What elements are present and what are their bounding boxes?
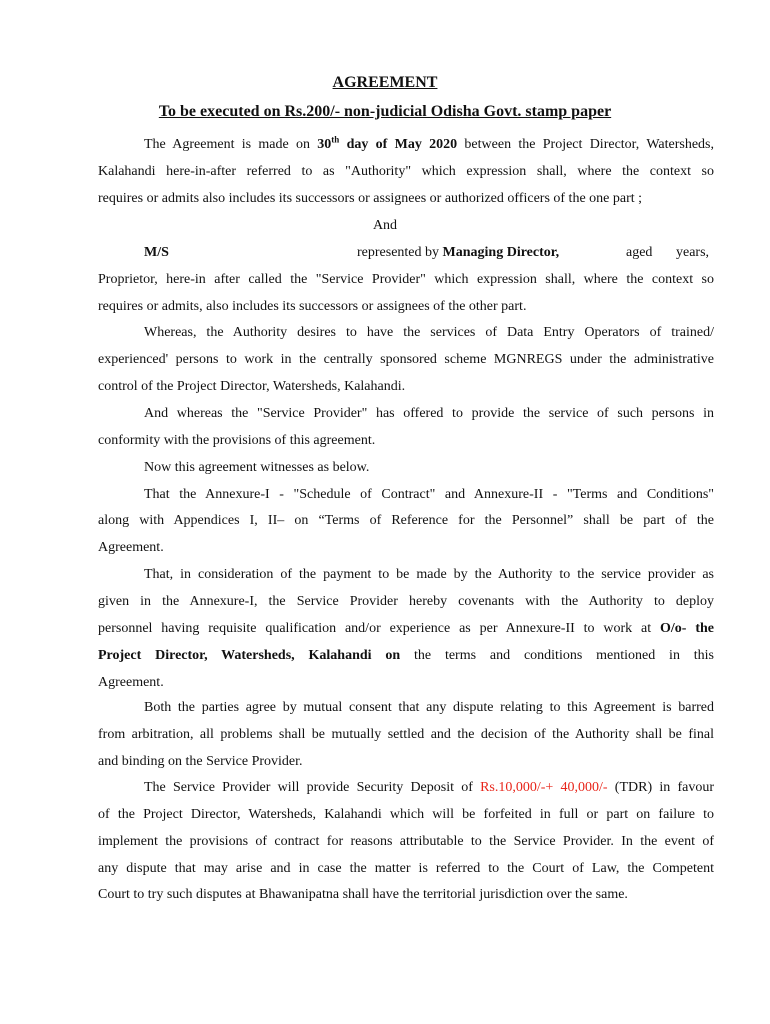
and-separator: And [372,218,398,233]
agreement-title: AGREEMENT [332,74,438,91]
p5-line-1: Now this agreement witnesses as below. [144,460,370,475]
p7-line-2: given in the Annexure-I, the Service Provider hereby covenants with the Authority to deploy [98,594,714,609]
p4-line-1: And whereas the "Service Provider" has offered to provide the service of such persons in [144,406,714,421]
years-label: years, [676,245,710,260]
p2-line-1: Proprietor, here-in after called the "Service Provider" which expression shall, where the context so [98,272,714,287]
p8-line-1: Both the parties agree by mutual consent that any dispute relating to this Agreement is barred [144,700,714,715]
p3-line-2: experienced' persons to work in the centrally sponsored scheme MGNREGS under the administrative [98,352,714,367]
security-deposit-amount: Rs.10,000/-+ 40,000/- [480,780,608,795]
p9-line-4: any dispute that may arise and in case the matter is referred to the Court of Law, the Competent [98,861,714,876]
p2-line-2: requires or admits, also includes its successors or assignees of the other part. [98,299,527,314]
p4-line-2: conformity with the provisions of this agreement. [98,433,376,448]
p7-line-5: Agreement. [98,675,164,690]
p9-line-2: of the Project Director, Watersheds, Kalahandi which will be forfeited in full or part on failure to [98,807,714,822]
p9-line-3: implement the provisions of contract for reasons attributable to the Service Provider. In the event of [98,834,714,849]
p9-line-5: Court to try such disputes at Bhawanipatna shall have the territorial jurisdiction over the same. [98,887,628,902]
p7-line-3: personnel having requisite qualification and/or experience as per Annexure-II to work at O/o- the [98,621,714,636]
p6-line-2: along with Appendices I, II– on “Terms of Reference for the Personnel” shall be part of the [98,513,714,528]
aged-label: aged [626,245,653,260]
p7-line-4: Project Director, Watersheds, Kalahandi on the terms and conditions mentioned in this [98,648,715,663]
p1-line-1: The Agreement is made on 30th day of May 2020 between the Project Director, Watersheds, [144,134,714,152]
p1-line-2: Kalahandi here-in-after referred to as "Authority" which expression shall, where the context so [98,164,714,179]
p1-line-3: requires or admits also includes its successors or assignees or authorized officers of the one part ; [98,191,643,206]
p3-line-3: control of the Project Director, Watersheds, Kalahandi. [98,379,406,394]
p6-line-1: That the Annexure-I - "Schedule of Contract" and Annexure-II - "Terms and Conditions" [144,487,714,502]
p6-line-3: Agreement. [98,540,164,555]
p7-line-1: That, in consideration of the payment to be made by the Authority to the service provider as [144,567,714,582]
p8-line-2: from arbitration, all problems shall be mutually settled and the decision of the Authority shall be final [98,727,714,742]
represented-by: represented by Managing Director, [357,245,560,260]
p3-line-1: Whereas, the Authority desires to have the services of Data Entry Operators of trained/ [144,325,714,340]
p9-line-1: The Service Provider will provide Security Deposit of Rs.10,000/-+ 40,000/- (TDR) in favour [144,780,714,795]
agreement-subtitle: To be executed on Rs.200/- non-judicial Odisha Govt. stamp paper [158,103,612,120]
ms-label: M/S [144,245,169,260]
p8-line-3: and binding on the Service Provider. [98,754,303,769]
